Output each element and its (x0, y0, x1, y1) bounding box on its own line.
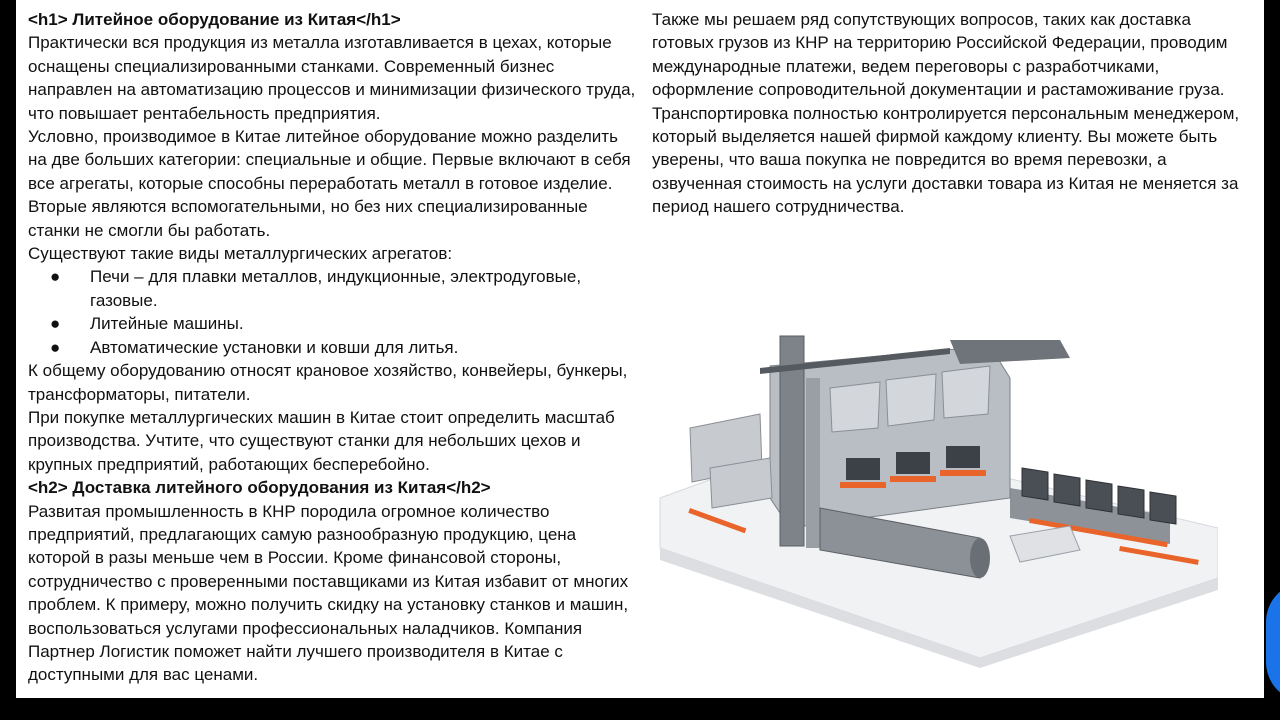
paragraph-delivery: Развитая промышленность в КНР породила огромное количество предприятий, предлагающих самую разнообразную продукцию, цена которой в разы меньше чем в России. Кроме финансовой стороны, сотрудничество с проверенными поставщиками из Китая избавит от многих проблем. К примеру, можно получить скидку на установку станков и машин, воспользоваться услугами профессиональных наладчиков. Компания Партнер Логистик поможет найти лучшего производителя в Китае с доступными для вас ценами. (28, 501, 629, 685)
foundry-equipment-image (650, 318, 1218, 668)
right-column (652, 8, 1252, 219)
paragraph-intro: Практически вся продукция из металла изготавливается в цехах, которые оснащены специализированными станками. Современный бизнес направлен на автоматизацию процессов и минимизации физического труда, что повышает рентабельность предприятия. (28, 33, 636, 123)
bullet-marker: ● (50, 267, 61, 287)
article-h2: <h2> Доставка литейного оборудования из Китая</h2> (28, 478, 491, 498)
article-h1: <h1> Литейное оборудование из Китая</h1> (28, 10, 401, 29)
document-page (16, 0, 1264, 698)
left-column (28, 8, 638, 687)
list-item-text: Печи – для плавки металлов, индукционные, электродуговые, газовые. (90, 267, 582, 310)
elevator-tower-2 (806, 378, 820, 548)
list-item (28, 336, 638, 359)
drum-end (970, 538, 990, 578)
list-item-text: Автоматические установки и ковши для литья. (90, 337, 459, 357)
list-item (28, 265, 638, 312)
list-item-text: Литейные машины. (90, 314, 244, 334)
upper-deck (950, 340, 1070, 364)
paragraph-types-lead: Существуют такие виды металлургических агрегатов: (28, 244, 453, 264)
bullet-marker: ● (50, 314, 61, 334)
paragraph-services: Также мы решаем ряд сопутствующих вопросов, таких как доставка готовых грузов из КНР на территорию Российской Федерации, проводим международные платежи, ведем переговоры с разработчиками, оформление сопроводительной документации и растаможивание груза. Транспортировка полностью контролируется персональным менеджером, который выделяется нашей фирмой каждому клиенту. Вы можете быть уверены, что ваша покупка не повредится во время перевозки, а озвученная стоимость на услуги доставки товара из Китая не меняется за период нашего сотрудничества. (652, 10, 1240, 217)
bullet-list (28, 265, 638, 359)
paragraph-scale: При покупке металлургических машин в Китае стоит определить масштаб производства. Учтите, что существуют станки для небольших цехов и крупных предприятий, работающих бесперебойно. (28, 407, 615, 474)
floating-action-button[interactable] (1266, 582, 1280, 702)
bullet-marker: ● (50, 337, 61, 357)
list-item (28, 312, 638, 335)
paragraph-categories: Условно, производимое в Китае литейное оборудование можно разделить на две больших категории: специальные и общие. Первые включают в себя все агрегаты, которые способны переработать металл в готовое изделие. Вторые являются вспомогательными, но без них специализированные станки не смогли бы работать. (28, 127, 631, 240)
paragraph-general-equipment: К общему оборудованию относят крановое хозяйство, конвейеры, бункеры, трансформаторы, питатели. (28, 361, 628, 404)
